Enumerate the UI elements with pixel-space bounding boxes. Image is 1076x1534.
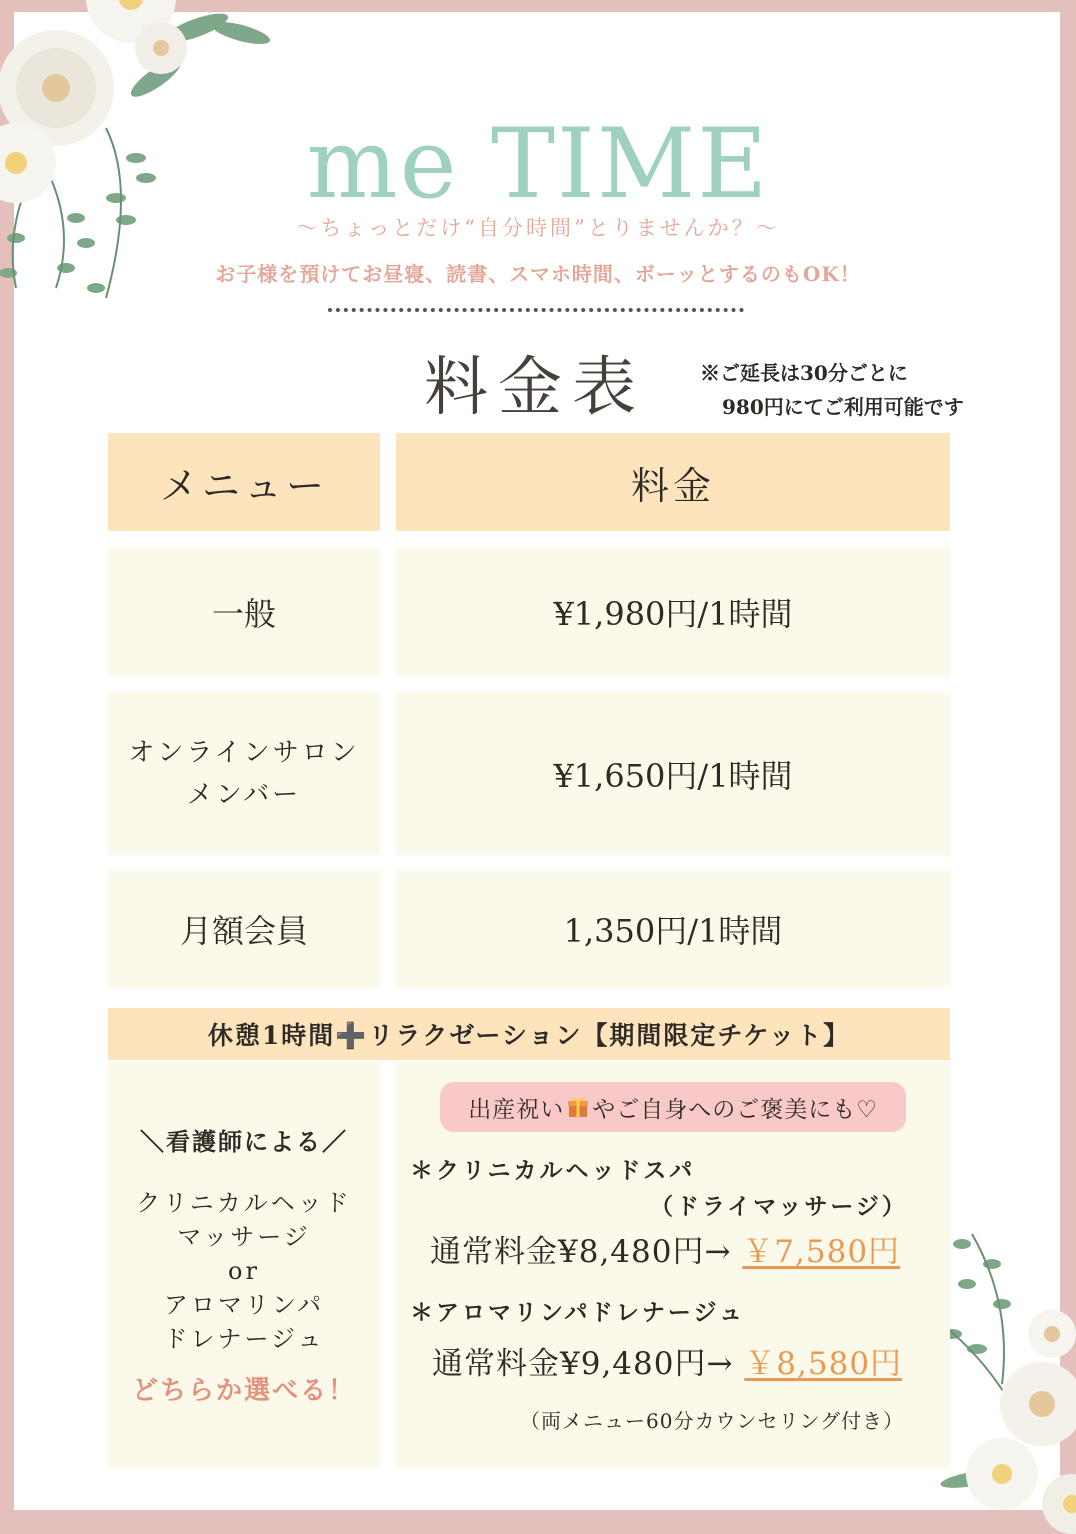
price-cell-general: ¥1,980円/1時間 — [396, 547, 950, 677]
either-label: どちらか選べる！ — [108, 1370, 380, 1407]
extension-note-line-1: ※ご延長は30分ごとに — [700, 361, 908, 385]
choice-list — [108, 1186, 380, 1356]
tagline: お子様を預けてお昼寝、読書、スマホ時間、ボーッとするのもOK！ — [0, 258, 1076, 287]
menu-cell-online-salon-line-1: オンラインサロン — [128, 732, 359, 774]
extension-note-line-2: 980円にてご利用可能です — [700, 390, 964, 424]
regular-price-head-spa: 通常料金¥8,480円→ — [430, 1234, 742, 1270]
choice-line: or — [108, 1254, 380, 1288]
item-name-head-spa: ＊クリニカルヘッドスパ — [410, 1152, 695, 1185]
item-name-aroma: ＊アロマリンパドレナージュ — [410, 1294, 745, 1327]
item-sub-head-spa: （ドライマッサージ） — [650, 1188, 908, 1221]
gift-pill — [440, 1082, 906, 1132]
choice-line: アロマリンパ — [108, 1288, 380, 1322]
price-line-aroma — [432, 1338, 902, 1383]
price-cell-online-salon: ¥1,650円/1時間 — [396, 693, 950, 855]
extension-note — [700, 356, 964, 424]
ticket-band-title: 休憩1時間➕リラクゼーション【期間限定チケット】 — [108, 1008, 950, 1060]
counseling-note: （両メニュー60分カウンセリング付き） — [520, 1405, 904, 1434]
choice-line: ドレナージュ — [108, 1322, 380, 1356]
brand-title: me TIME — [0, 108, 1076, 220]
price-table-title: 料金表 — [424, 336, 646, 428]
menu-cell-online-salon-line-2: メンバー — [187, 774, 301, 816]
nurse-label: ＼看護師による／ — [108, 1122, 380, 1157]
price-header: 料金 — [396, 433, 950, 531]
dotted-divider — [328, 308, 744, 312]
gift-pill-text-before: 出産祝い — [468, 1091, 564, 1124]
flower-decoration-bottom-right — [932, 1224, 1076, 1534]
sale-price-head-spa: ￥7,580円 — [742, 1234, 900, 1270]
regular-price-aroma: 通常料金¥9,480円→ — [432, 1346, 744, 1382]
sale-price-aroma: ￥8,580円 — [744, 1346, 902, 1382]
gift-icon — [566, 1095, 590, 1119]
menu-cell-general: 一般 — [108, 547, 380, 677]
price-cell-monthly: 1,350円/1時間 — [396, 871, 950, 987]
menu-cell-monthly: 月額会員 — [108, 871, 380, 987]
menu-cell-online-salon — [108, 693, 380, 855]
menu-header: メニュー — [108, 433, 380, 531]
brand-subtitle: 〜ちょっとだけ“自分時間”とりませんか？〜 — [0, 212, 1076, 242]
gift-pill-text-after: やご自身へのご褒美にも♡ — [592, 1091, 878, 1124]
choice-line: クリニカルヘッド — [108, 1186, 380, 1220]
choice-line: マッサージ — [108, 1220, 380, 1254]
price-line-head-spa — [430, 1226, 900, 1271]
